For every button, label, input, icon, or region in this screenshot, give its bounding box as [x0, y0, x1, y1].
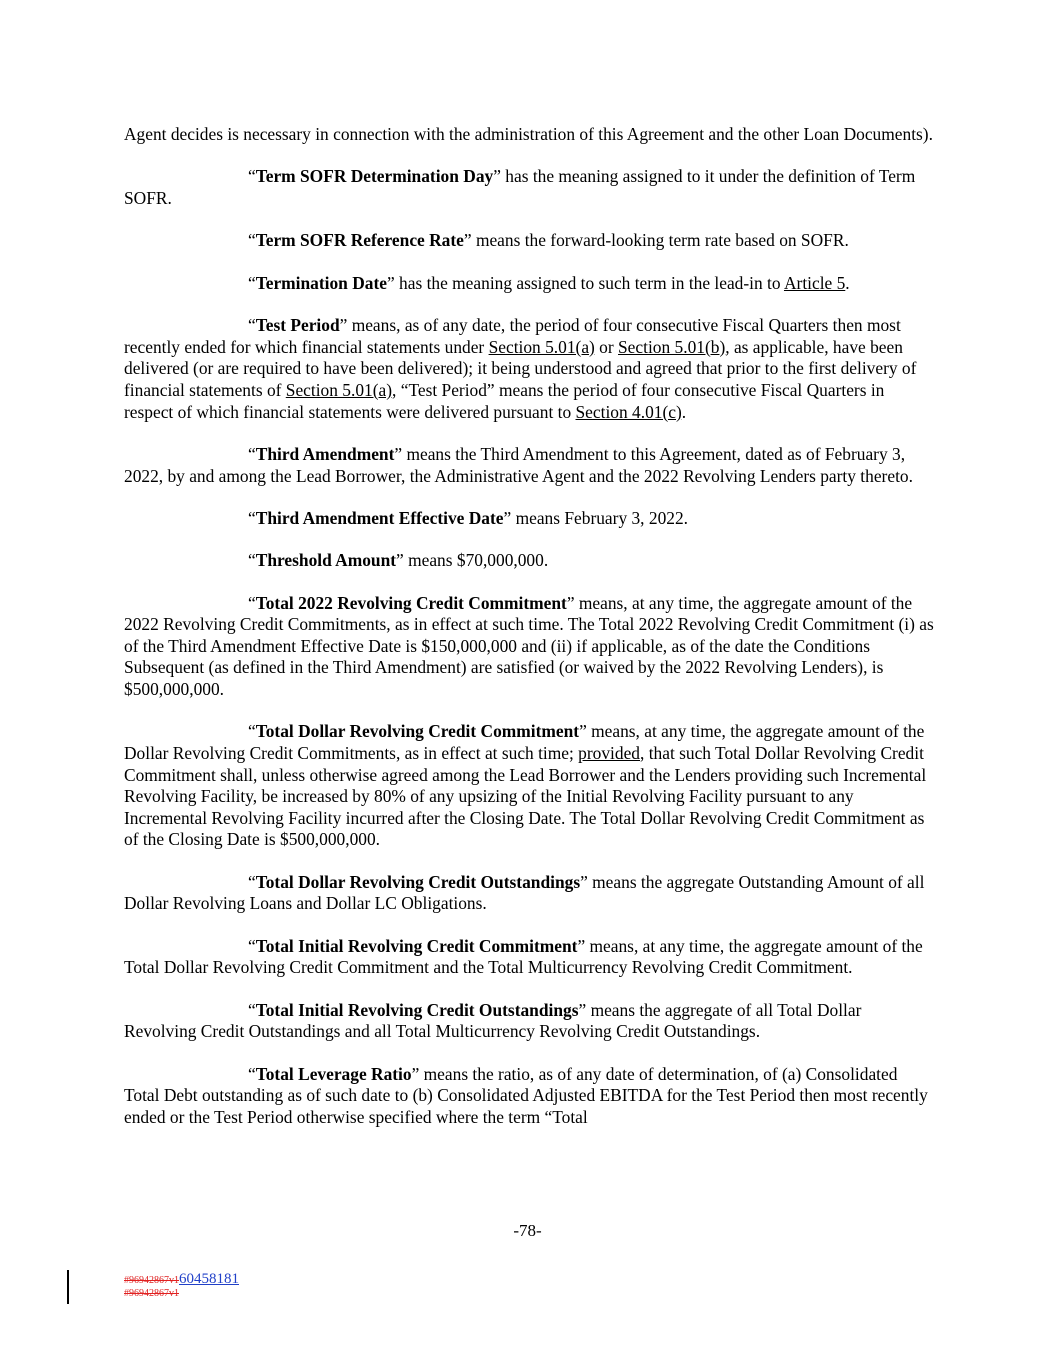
definition-text: . — [681, 401, 687, 422]
defined-term: Total Dollar Revolving Credit Commitment — [255, 721, 580, 742]
defined-term: Total Dollar Revolving Credit Outstandings — [255, 871, 581, 892]
defined-term: Third Amendment Effective Date — [255, 507, 504, 528]
defined-term: Threshold Amount — [255, 550, 397, 571]
definition-text: ” means the ratio, as of any date of determination, of (a) Consolidated Total Debt outstanding as of such date to (b) Consolidated Adjusted EBITDA for the Test Period then most recently ended or the Test Period otherwise specified where the term “Total — [124, 1063, 928, 1127]
definition-third-amendment — [124, 444, 934, 487]
definition-total-dollar-revolving-credit-commitment — [124, 721, 934, 851]
deleted-doc-id: #96942867v1 — [124, 1288, 179, 1299]
definition-text: ” means, as of any date, the period of four consecutive Fiscal Quarters then most recently ended for which financial statements under — [124, 315, 901, 357]
paragraph-continuation — [124, 124, 934, 146]
definition-term-sofr-reference-rate — [124, 230, 934, 252]
definition-total-initial-revolving-credit-outstandings — [124, 1000, 934, 1043]
defined-term: Term SOFR Reference Rate — [255, 230, 464, 251]
cross-reference-link[interactable]: Article 5 — [783, 272, 846, 293]
definition-text: , that such Total Dollar Revolving Credit Commitment shall, unless otherwise agreed among the Lead Borrower and the Lenders providing such Incremental Revolving Facility, be increased by 80% of any upsizing of the Initial Revolving Facility pursuant to any Incremental Revolving Facility incurred after the Closing Date. The Total Dollar Revolving Credit Commitment as of the Closing Date is $500,000,000. — [124, 743, 927, 850]
open-quote: “ — [248, 315, 256, 336]
inserted-doc-id: 60458181 — [179, 1271, 239, 1287]
definition-text: ” means, at any time, the aggregate amount of the Dollar Revolving Credit Commitments, as in effect at such time; — [124, 721, 925, 764]
definition-text: , as applicable, have been delivered (or are required to have been delivered); it being understood and agreed that prior to the first delivery of financial statements of — [124, 336, 917, 400]
definition-term-sofr-determination-day — [124, 166, 934, 209]
definition-total-dollar-revolving-credit-outstandings — [124, 872, 934, 915]
definition-text: ” has the meaning assigned to it under the definition of Term SOFR. — [124, 166, 916, 208]
definition-total-initial-revolving-credit-commitment — [124, 936, 934, 979]
definition-text: ” means the forward-looking term rate based on SOFR. — [463, 230, 849, 251]
provided-emphasis: provided — [578, 743, 640, 764]
cross-reference-link[interactable]: Section 5.01(a) — [488, 336, 595, 357]
definition-text: ” means the aggregate of all Total Dollar Revolving Credit Outstandings and all Total Multicurrency Revolving Credit Outstandings. — [124, 999, 862, 1042]
definition-text: ” means, at any time, the aggregate amount of the Total Dollar Revolving Credit Commitment and the Total Multicurrency Revolving Credit Commitment. — [124, 935, 923, 978]
open-quote: “ — [248, 272, 256, 293]
open-quote: “ — [248, 871, 256, 892]
definition-text: or — [594, 336, 619, 357]
open-quote: “ — [248, 935, 256, 956]
defined-term: Total Initial Revolving Credit Commitment — [255, 935, 578, 956]
document-body — [124, 124, 934, 1149]
definition-total-leverage-ratio — [124, 1064, 934, 1129]
defined-term: Termination Date — [255, 272, 387, 293]
paragraph-text: Agent decides is necessary in connection with the administration of this Agreement and the other Loan Documents). — [124, 124, 933, 144]
cross-reference-link[interactable]: Section 4.01(c) — [575, 401, 682, 422]
defined-term: Third Amendment — [255, 443, 395, 464]
definition-termination-date — [124, 273, 934, 295]
definition-text: ” means February 3, 2022. — [503, 507, 689, 528]
open-quote: “ — [248, 166, 256, 187]
definition-text: ” means $70,000,000. — [396, 550, 549, 571]
open-quote: “ — [248, 550, 256, 571]
open-quote: “ — [248, 999, 256, 1020]
definition-text: ” means the aggregate Outstanding Amount of all Dollar Revolving Loans and Dollar LC Obligations. — [124, 871, 925, 914]
cross-reference-link[interactable]: Section 5.01(b) — [618, 336, 726, 357]
document-id-footer — [124, 1273, 239, 1300]
deleted-doc-id: #96942867v1 — [124, 1275, 179, 1286]
page-number: -78- — [513, 1221, 542, 1240]
definition-text: ” means, at any time, the aggregate amount of the 2022 Revolving Credit Commitments, as in effect at such time. The Total 2022 Revolving Credit Commitment (i) as of the Third Amendment Effective Date is $150,000,000 and (ii) if applicable, as of the date the Conditions Subsequent (as defined in the Third Amendment) are satisfied (or waived by the 2022 Revolving Lenders), is $500,000,000. — [124, 592, 934, 700]
definition-test-period — [124, 315, 934, 423]
defined-term: Test Period — [255, 315, 340, 336]
open-quote: “ — [248, 592, 256, 613]
change-bar — [67, 1270, 69, 1304]
definition-third-amendment-effective-date — [124, 508, 934, 530]
open-quote: “ — [248, 721, 256, 742]
open-quote: “ — [248, 230, 256, 251]
definition-text: , “Test Period” means the period of four consecutive Fiscal Quarters in respect of which financial statements were delivered pursuant to — [124, 379, 885, 422]
defined-term: Total Initial Revolving Credit Outstandings — [255, 999, 579, 1020]
definition-text: ” means the Third Amendment to this Agreement, dated as of February 3, 2022, by and among the Lead Borrower, the Administrative Agent and the 2022 Revolving Lenders party thereto. — [124, 443, 913, 486]
open-quote: “ — [248, 443, 256, 464]
definition-total-2022-revolving-credit-commitment — [124, 593, 934, 701]
defined-term: Term SOFR Determination Day — [255, 166, 494, 187]
definition-threshold-amount — [124, 550, 934, 572]
definition-text: ” has the meaning assigned to such term in the lead-in to — [386, 272, 784, 293]
cross-reference-link[interactable]: Section 5.01(a) — [285, 379, 393, 400]
open-quote: “ — [248, 1063, 256, 1084]
definition-text: . — [845, 272, 850, 293]
defined-term: Total Leverage Ratio — [255, 1063, 412, 1084]
defined-term: Total 2022 Revolving Credit Commitment — [255, 592, 567, 613]
open-quote: “ — [248, 507, 256, 528]
